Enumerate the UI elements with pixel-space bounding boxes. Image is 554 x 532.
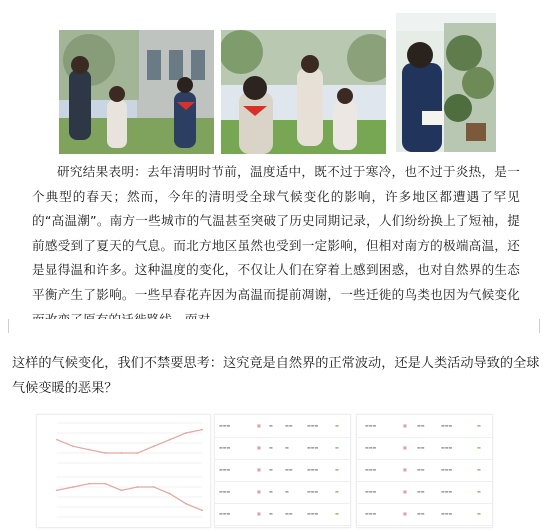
research-findings-text: 研究结果表明：去年清明时节前，温度适中，既不过于寒冷，也不过于炎热，是一个典型的春天；然而，今年的清明受全球气候变化的影响，许多地区都遭遇了罕见的“高温潮”。南方一些城市的气温甚至突破了历史同期记录，人们纷纷换上了短袖，提前感受到了夏天的气息。而北方地区虽然也受到一定影响，但相对南方的极端高温，还是显得温和许多。这种温度的变化，不仅让人们在穿着上感到困惑，也对自然界的生态平衡产生了影响。一些早春花卉因为高温而提前凋谢，一些迁徙的鸟类也因为气候变化 xyxy=(32,164,520,302)
table-row: ▬▬▬ ■ ▬▬ ▬▬▬ ▬ xyxy=(357,415,492,438)
data-point xyxy=(56,489,58,491)
data-point xyxy=(201,509,203,511)
data-point xyxy=(56,439,58,441)
temperature-chart-2 xyxy=(56,477,203,517)
research-findings-paragraph xyxy=(32,160,520,332)
table-row: ▬▬▬ ■ ▬▬ ▬▬▬ ▬ xyxy=(357,459,492,482)
table-row: ▬▬▬ ■ ▬▬ ▬▬▬ ▬ xyxy=(357,437,492,460)
data-point xyxy=(169,493,171,495)
data-point xyxy=(121,489,123,491)
data-point xyxy=(88,449,90,451)
table-row: ▬▬▬ ■ ▬ ▬ ▬▬▬ ▬ xyxy=(215,437,350,460)
data-point xyxy=(88,483,90,485)
page-break xyxy=(0,319,554,333)
weather-records-table-right xyxy=(356,414,493,528)
temperature-chart-1 xyxy=(56,423,203,463)
data-point xyxy=(153,445,155,447)
reflection-paragraph xyxy=(12,352,542,401)
weather-records-table-left xyxy=(214,414,351,528)
page-break-right-mark xyxy=(539,319,554,333)
data-point xyxy=(104,452,106,454)
data-point xyxy=(185,503,187,505)
table-row: ▬▬▬ ■ ▬ ▬▬ ▬▬▬ ▬ xyxy=(215,503,350,526)
data-point xyxy=(104,483,106,485)
table-row: ▬▬▬ ■ ▬ ▬▬ ▬▬▬ ▬ xyxy=(215,415,350,438)
table-row: ▬▬▬ ■ ▬ ▬ ▬▬▬ ▬ xyxy=(215,481,350,504)
students-measuring-outdoors-photo xyxy=(59,30,214,154)
data-point xyxy=(72,486,74,488)
student-writing-by-plants-photo xyxy=(396,13,496,152)
temperature-charts-panel xyxy=(36,414,211,528)
data-point xyxy=(137,452,139,454)
data-point xyxy=(121,452,123,454)
page-break-left-mark xyxy=(0,319,9,333)
temperature-line-charts xyxy=(37,415,210,527)
table-row: ▬▬▬ ■ ▬▬ ▬▬▬ ▬ xyxy=(357,503,492,526)
table-row: ▬▬▬ ■ ▬▬ ▬▬▬ ▬ xyxy=(357,481,492,504)
data-point xyxy=(169,439,171,441)
data-point xyxy=(153,486,155,488)
table-row: ▬▬▬ ■ ▬ ▬▬ ▬▬▬ ▬ xyxy=(215,459,350,482)
data-point xyxy=(137,486,139,488)
data-point xyxy=(185,432,187,434)
students-recording-on-field-photo xyxy=(221,30,386,154)
reflection-text: 这样的气候变化，我们不禁要思考：这究竟是自然界的正常波动，还是人类活动导致的全球气候变暖的恶果？ xyxy=(12,356,540,396)
data-point xyxy=(72,445,74,447)
data-point xyxy=(201,429,203,431)
